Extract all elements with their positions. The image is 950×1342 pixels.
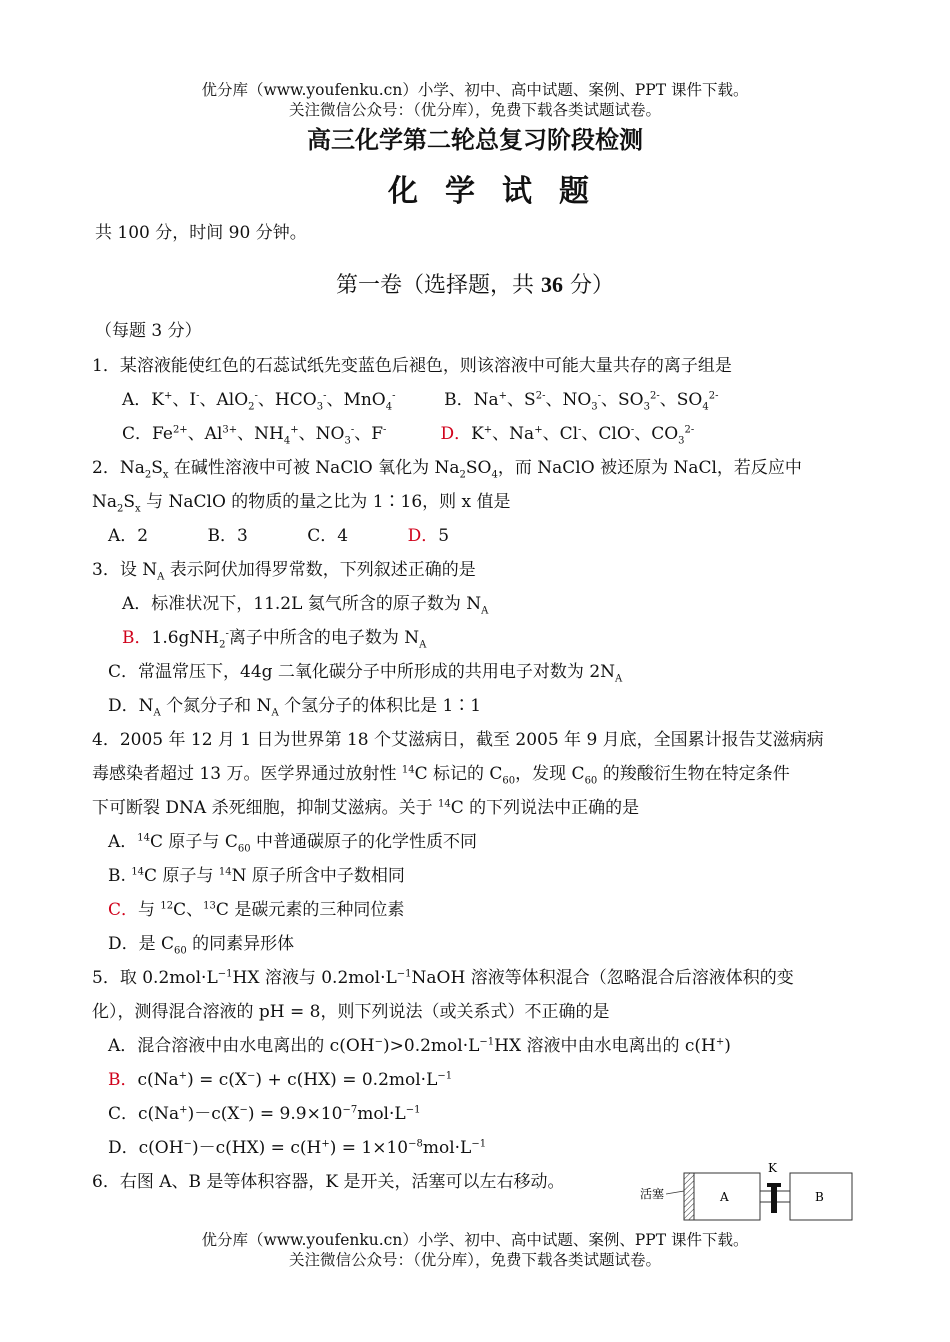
question-4-cont-2: 下可断裂 DNA 杀死细胞，抑制艾滋病。关于 $^{14}$C 的下列说法中正确的是	[92, 798, 640, 818]
question-6: 6．右图 A、B 是等体积容器，K 是开关，活塞可以左右移动。	[92, 1172, 565, 1192]
piston	[684, 1173, 694, 1220]
question-4: 4．2005 年 12 月 1 日为世界第 18 个艾滋病日，截至 2005 年 9 月底，全国累计报告艾滋病病	[92, 730, 824, 750]
q5-option-a: A．混合溶液中由水电离出的 $c(OH^-)>0.2mol\cdot L^{-1}HX$ 溶液中由水电离出的 c(H+)	[108, 1036, 731, 1056]
q4-option-c: C．与 $^{12}$C、$^{13}$C 是碳元素的三种同位素	[108, 900, 405, 920]
q3-option-a: A．标准状况下，11.2L 氦气所含的原子数为 $N_A$	[122, 594, 489, 617]
question-4-cont-1: 毒感染者超过 13 万。医学界通过放射性 $^{14}$C 标记的 $C_{60}$，发现 $C_{60}$ 的羧酸衍生物在特定条件	[92, 764, 790, 787]
q5-option-d: D．$c(OH^-)-c(HX) = c(H^+) = 1\times 10^{-8}mol\cdot L^{-1}$	[108, 1138, 487, 1158]
subject-char: 化	[388, 174, 445, 209]
header-line-1: 优分库（www.youfenku.cn）小学、初中、高中试题、案例、PPT 课件下载。	[201, 81, 749, 99]
q4-option-b: B. $^{14}$C 原子与 $^{14}$N 原子所含中子数相同	[108, 866, 405, 886]
q3-option-b: B．1.6gNH$_2$-离子中所含的电子数为 $N_A$	[122, 628, 427, 651]
footer-line-2: 关注微信公众号：（优分库），免费下载各类试题试卷。	[288, 1251, 661, 1269]
question-5-cont: 化），测得混合溶液的 pH = 8，则下列说法（或关系式）不正确的是	[92, 1002, 610, 1022]
question-2: 2．$Na_2S_x$ 在碱性溶液中可被 NaClO 氧化为 $Na_2SO_4$，而 NaClO 被还原为 NaCl，若反应中	[92, 458, 802, 481]
container-b-label: B	[815, 1190, 824, 1204]
volume-heading: 第一卷（选择题，共 36 分）	[336, 272, 614, 298]
question-3: 3．设 $N_A$ 表示阿伏加得罗常数，下列叙述正确的是	[92, 560, 476, 583]
exam-info: 共 100 分，时间 90 分钟。	[95, 223, 307, 243]
q4-option-a: A．$^{14}$C 原子与 $C_{60}$ 中普通碳原子的化学性质不同	[108, 832, 477, 855]
q2-options: A．2 B．3 C．4 D．5	[108, 526, 450, 546]
page-title: 高三化学第二轮总复习阶段检测	[307, 126, 643, 154]
question-2-cont: $Na_2S_x$ 与 NaClO 的物质的量之比为 1∶16，则 x 值是	[92, 492, 511, 515]
subject-char: 学	[445, 174, 502, 209]
q1-options-cd: C．$Fe^{2+}$、$Al^{3+}$、$NH_4^+$、$NO_3^-$、F- D．K+、Na+、Cl-、ClO-、$CO_3^{2-}$	[122, 424, 695, 447]
question-5: 5．取 $0.2mol\cdot L^{-1}HX$ 溶液与 $0.2mol\cdot L^{-1}NaOH$ 溶液等体积混合（忽略混合后溶液体积的变	[92, 968, 794, 988]
container-diagram	[640, 1155, 860, 1225]
switch-k-handle	[767, 1183, 781, 1187]
q1-options-ab: A．K+、I-、AlO$_2$-、$HCO_3^-$、MnO$_4$- B．Na+、$S^{2-}$、$NO_3^-$、$SO_3^{2-}$、$SO_4^{2-}$	[122, 390, 719, 413]
q4-option-d: D．是 $C_{60}$ 的同素异形体	[108, 934, 295, 957]
per-question-score: （每题 3 分）	[95, 321, 202, 341]
q3-option-c: C．常温常压下，44g 二氧化碳分子中所形成的共用电子对数为 $2N_A$	[108, 662, 623, 685]
q5-option-b: B．$c(Na^+) = c(X^-) + c(HX) = 0.2mol\cdot L^{-1}$	[108, 1070, 453, 1090]
container-a-label: A	[720, 1190, 729, 1204]
q3-option-d: D．$N_A$ 个氮分子和 $N_A$ 个氢分子的体积比是 1∶1	[108, 696, 482, 719]
q5-option-c: C．$c(Na^+)-c(X^-) = 9.9\times 10^{-7}mol\cdot L^{-1}$	[108, 1104, 421, 1124]
header-line-2: 关注微信公众号：（优分库），免费下载各类试题试卷。	[288, 101, 661, 119]
subject-title	[0, 166, 950, 210]
subject-char: 题	[559, 174, 616, 209]
question-1: 1．某溶液能使红色的石蕊试纸先变蓝色后褪色，则该溶液中可能大量共存的离子组是	[92, 356, 732, 376]
subject-char: 试	[502, 174, 559, 209]
switch-k-label: K	[768, 1161, 777, 1175]
switch-k	[771, 1183, 777, 1213]
footer-line-1: 优分库（www.youfenku.cn）小学、初中、高中试题、案例、PPT 课件下载。	[201, 1231, 749, 1249]
piston-label: 活塞	[640, 1187, 665, 1201]
piston-leader-line	[666, 1191, 684, 1194]
